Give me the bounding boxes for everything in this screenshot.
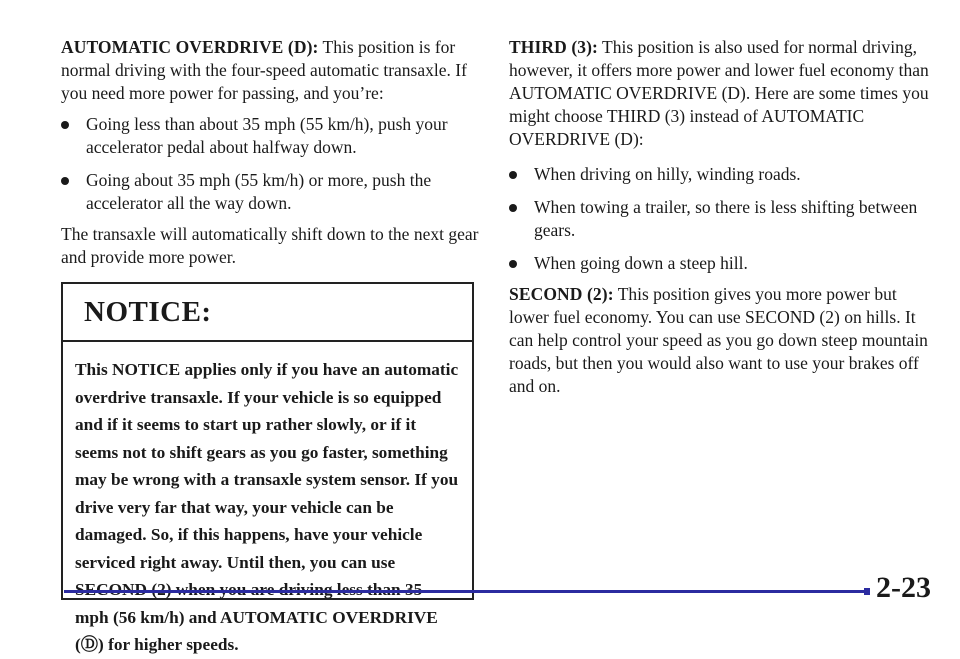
list-item: Going about 35 mph (55 km/h) or more, push the accelerator all the way down. bbox=[61, 169, 479, 215]
bullet-icon bbox=[509, 260, 517, 268]
second-heading: SECOND (2): bbox=[509, 284, 614, 304]
notice-body: This NOTICE applies only if you have an automatic overdrive transaxle. If your vehicle is so equipped and if it seems to start up rather slowly, or if it seems not to shift gears as you go faster, something may be wrong with a transaxle system sensor. If you drive very far that way, your vehicle can be damaged. So, if this happens, have your vehicle serviced right away. Until then, you can use mph (56 km/h) and AUTOMATIC OVERDRIVE (Ⓓ) for higher speeds. bbox=[75, 360, 459, 654]
second-paragraph bbox=[509, 283, 929, 398]
list-item: When towing a trailer, so there is less shifting between gears. bbox=[509, 196, 929, 242]
third-text: This position is also used for normal driving, however, it offers more power and lower fuel economy than AUTOMATIC OVERDRIVE (D). Here are some times you might choose THIRD (3) instead of AUTOMATIC OVERDRIVE (D): bbox=[509, 37, 929, 149]
page-number: 2-23 bbox=[876, 571, 931, 604]
footer-rule-end bbox=[864, 588, 870, 595]
notice-title: NOTICE: bbox=[84, 295, 212, 328]
list-item: When going down a steep hill. bbox=[509, 252, 929, 275]
list-item: When driving on hilly, winding roads. bbox=[509, 163, 929, 186]
third-bullet-list bbox=[509, 163, 929, 275]
footer-rule bbox=[64, 590, 870, 593]
bullet-icon bbox=[509, 171, 517, 179]
left-column bbox=[61, 36, 479, 654]
second-text: This position gives you more power but lower fuel economy. You can use SECOND (2) on hills. It can help control your speed as you go down steep mountain roads, but then you would also want to use your brakes off and on. bbox=[509, 284, 928, 396]
third-heading: THIRD (3): bbox=[509, 37, 598, 57]
overdrive-bullet-list bbox=[61, 113, 479, 215]
bullet-icon bbox=[61, 121, 69, 129]
notice-box bbox=[61, 282, 474, 654]
bullet-icon bbox=[61, 177, 69, 185]
list-item: Going less than about 35 mph (55 km/h), push your accelerator pedal about halfway down. bbox=[61, 113, 479, 159]
notice-header bbox=[63, 284, 472, 342]
overdrive-text: This position is for normal driving with the four-speed automatic transaxle. If you need more power for passing, and you’re: bbox=[61, 37, 467, 103]
overdrive-paragraph bbox=[61, 36, 479, 105]
bullet-icon bbox=[509, 204, 517, 212]
right-column bbox=[509, 36, 929, 398]
third-paragraph bbox=[509, 36, 929, 151]
overdrive-heading: AUTOMATIC OVERDRIVE (D): bbox=[61, 37, 319, 57]
transaxle-paragraph: The transaxle will automatically shift down to the next gear and provide more power. bbox=[61, 224, 479, 267]
